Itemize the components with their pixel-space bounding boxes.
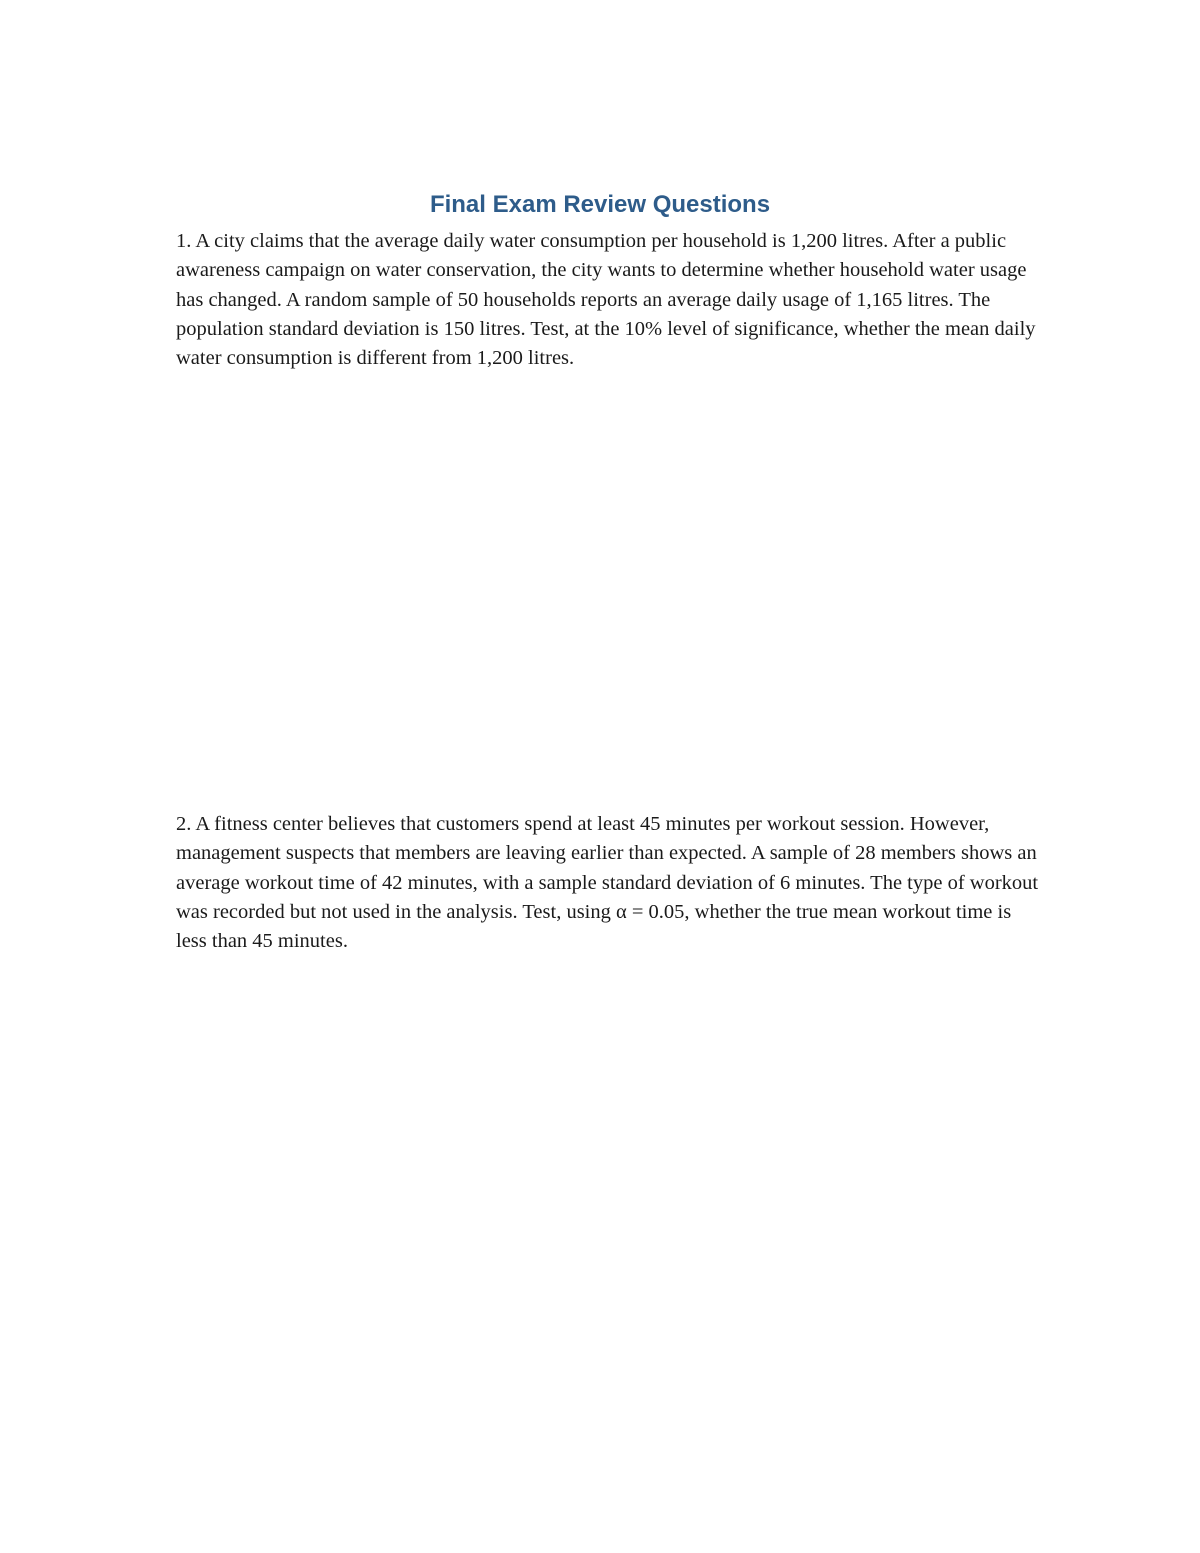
document-title: Final Exam Review Questions <box>429 191 771 218</box>
question-2: 2. A fitness center believes that customers spend at least 45 minutes per workout session. However, management suspects that members are leaving earlier than expected. A sample of 28 members shows an average workout time of 42 minutes, with a sample standard deviation of 6 minutes. The type of workout was recorded but not used in the analysis. Test, using α = 0.05, whether the true mean workout time is less than 45 minutes. <box>176 813 1039 953</box>
question-1: 1. A city claims that the average daily water consumption per household is 1,200 litres. After a public awareness campaign on water conservation, the city wants to determine whether household water usage has changed. A random sample of 50 households reports an average daily usage of 1,165 litres. The population standard deviation is 150 litres. Test, at the 10% level of significance, whether the mean daily water consumption is different from 1,200 litres. <box>176 230 1036 370</box>
